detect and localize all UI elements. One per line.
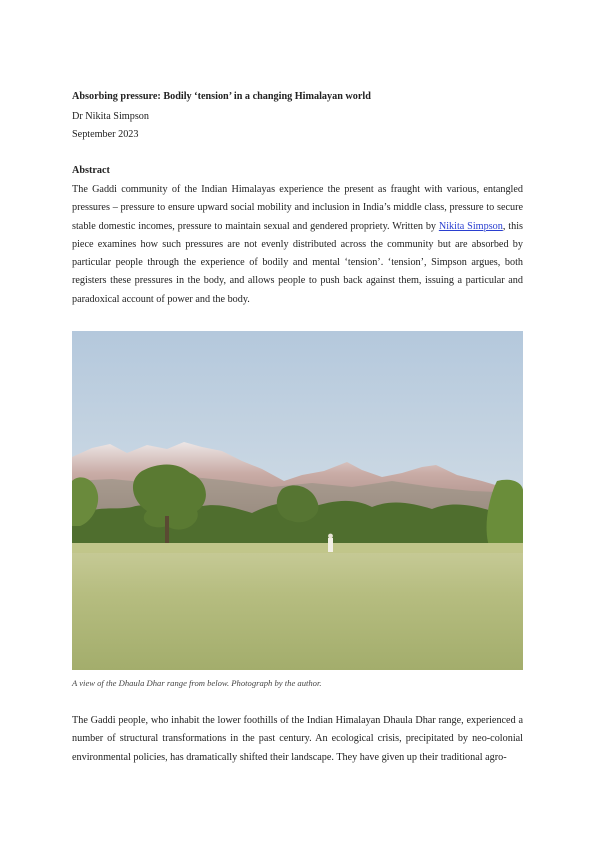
article-author: Dr Nikita Simpson [72,111,149,122]
body-paragraph: The Gaddi people, who inhabit the lower foothills of the Indian Himalayan Dhaula Dhar range, experienced a number of structural transformations in the past century. An ecological crisis, precipitated by neo-colonial environmental policies, has dramatically shifted their landscape. They have given up their traditional agro- [72,715,523,763]
abstract-heading: Abstract [72,165,110,176]
article-title: Absorbing pressure: Bodily ‘tension’ in a changing Himalayan world [72,91,371,102]
figure-caption: A view of the Dhaula Dhar range from below. Photograph by the author. [72,678,322,688]
abstract-paragraph [72,181,523,309]
article-date: September 2023 [72,129,139,140]
abstract-text-end: , this piece examines how such pressures are not evenly distributed across the community but are absorbed by particular people through the experience of bodily and mental ‘tension’. ‘tension’, Simpson argues, both registers these pressures in the body, and allows people to push back against them, issuing a particular and paradoxical account of power and the body. [72,220,523,305]
abstract-text-start: The Gaddi community of the Indian Himalayas experience the present as fraught with various, entangled pressures – pressure to ensure upward social mobility and inclusion in India’s middle class, pressure to secure stable domestic incomes, pressure to maintain sexual and gendered propriety. Written by [72,184,523,232]
author-link[interactable]: Nikita Simpson [438,220,503,232]
landscape-photo [72,331,523,670]
